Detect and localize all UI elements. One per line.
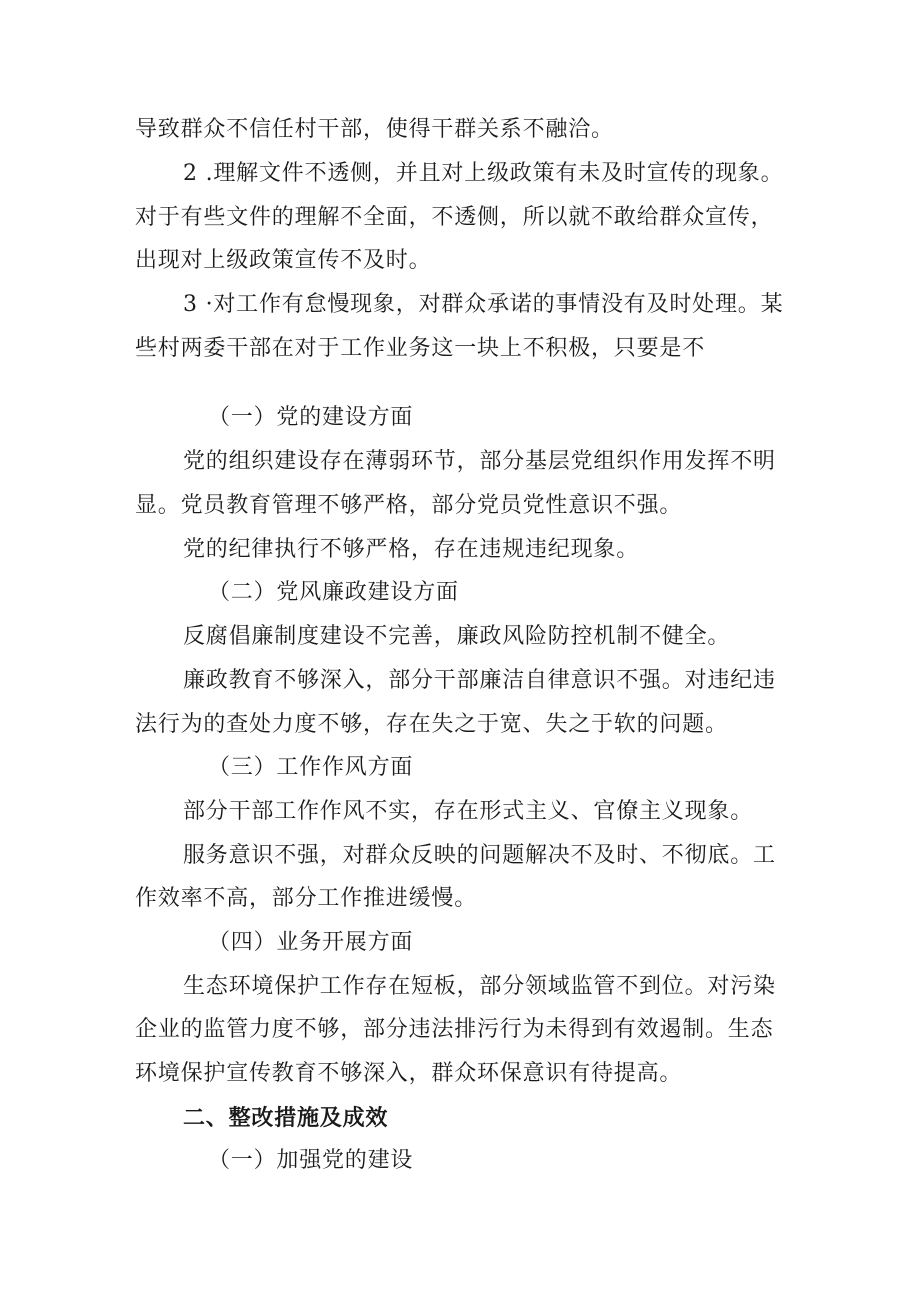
paragraph-line: 党的纪律执行不够严格，存在违规违纪现象。	[183, 537, 640, 562]
paragraph-line: 企业的监管力度不够，部分违法排污行为未得到有效遏制。生态	[135, 1017, 774, 1042]
paragraph-line: 导致群众不信任村干部，使得干群关系不融洽。	[135, 117, 614, 142]
chapter-heading: 二、整改措施及成效	[183, 1105, 389, 1131]
numbered-item-line: 3 ·对工作有怠慢现象，对群众承诺的事情没有及时处理。某	[183, 292, 784, 317]
paragraph-line: 服务意识不强，对群众反映的问题解决不及时、不彻底。工	[183, 843, 776, 868]
paragraph-line: 廉政教育不够深入，部分干部廉洁自律意识不强。对违纪违	[183, 668, 776, 693]
section-heading: （一）党的建设方面	[208, 405, 414, 430]
section-heading: （三）工作作风方面	[208, 755, 414, 780]
paragraph-line: 显。党员教育管理不够严格，部分党员党性意识不强。	[135, 493, 683, 518]
paragraph-line: 对于有些文件的理解不全面，不透侧，所以就不敢给群众宣传，	[135, 205, 774, 230]
paragraph-line: 法行为的查处力度不够，存在失之于宽、失之于软的问题。	[135, 712, 728, 737]
paragraph-line: 生态环境保护工作存在短板，部分领域监管不到位。对污染	[183, 974, 776, 999]
section-heading: （二）党风廉政建设方面	[208, 580, 459, 605]
paragraph-line: 反腐倡廉制度建设不完善，廉政风险防控机制不健全。	[183, 624, 731, 649]
numbered-item-line: 2 .理解文件不透侧，并且对上级政策有未及时宣传的现象。	[183, 161, 784, 186]
paragraph-line: 环境保护宣传教育不够深入，群众环保意识有待提高。	[135, 1061, 683, 1086]
paragraph-line: 党的组织建设存在薄弱环节，部分基层党组织作用发挥不明	[183, 449, 776, 474]
section-heading: （一）加强党的建设	[208, 1148, 414, 1173]
paragraph-line: 作效率不高，部分工作推进缓慢。	[135, 886, 478, 911]
paragraph-line: 部分干部工作作风不实，存在形式主义、官僚主义现象。	[183, 799, 754, 824]
paragraph-line: 出现对上级政策宣传不及时。	[135, 248, 432, 273]
paragraph-line: 些村两委干部在对于工作业务这一块上不积极，只要是不	[135, 336, 706, 361]
section-heading: （四）业务开展方面	[208, 930, 414, 955]
